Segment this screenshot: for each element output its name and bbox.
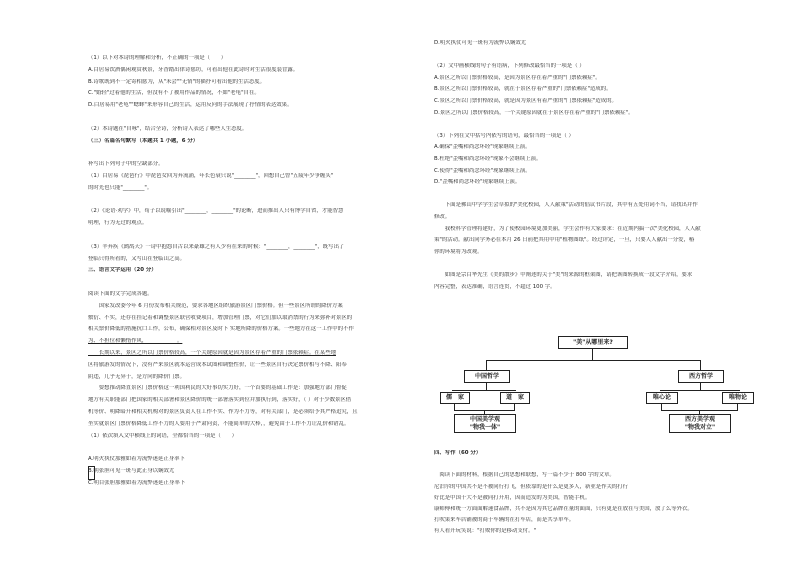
right-line: A.确保"歪嘴和尚念坏经"现象继续上演。 — [434, 144, 531, 151]
left-line: 要想推动降直景区门票价格这一利国利民的大好事切实力好，一个首要的基础工作是：加强地方部门督促 — [88, 385, 347, 392]
answer-bracket-marker — [88, 466, 95, 480]
right-line: A.景区之所以门票价格较高，是因为景区存在着严重的"门票依赖症"。 — [434, 74, 601, 81]
right-line: B.景区之所以门票价格较高，就在于景区存着严重的"门票依赖症"造成的。 — [434, 86, 612, 93]
diagram-western-philosophy: 西方哲学 — [678, 370, 724, 383]
diagram-materialism: 唯物论 — [722, 392, 754, 404]
left-line: （1）依次填入文中横线上的词语，全都恰当的一项是（ ） — [88, 432, 237, 439]
right-line: B.杜绝"歪嘴和尚念坏经"现象不会继续上演。 — [434, 156, 542, 162]
left-line: B.诗歌既到不一定寄相慈为，从"未会""无情"的描抒可看出他的生活态度。 — [88, 78, 266, 85]
left-line: 明理，行为无过的观点。 — [88, 220, 148, 227]
left-line: （2）本诗题在"自咏"，结合全诗，分析诗人表达了哪些人生态度。 — [88, 125, 248, 132]
left-line: 地方有关职能部门把国家的相关部署和景区降价的统一部署落实到位并加执行到，落实好，（ ）对于少数景区借 — [88, 397, 352, 404]
right-line: 如图是宗白华先生《美的散步》中阐述的关于"美"的来源的框架图，请把该图转换成一段文字介绍，要求 — [434, 272, 693, 278]
right-line: C.景区之所以门票价格较高，就是因为景区有着严重的"门票依赖症"造成的。 — [434, 98, 617, 104]
left-line: 区将旅游发的情况下，没有严来景区就本运营成本试图和调整性价，让一些景区自行决定票价相与不降、阳奉 — [88, 361, 347, 368]
left-line: 国家发改委今年 6 月份发布相关规范，要求各地区组织旅游景区门票价格。但一些景区所谓的降价方案 — [88, 302, 343, 309]
diagram-root: "美"从哪里来? — [558, 336, 628, 349]
left-line: B.明张胆可见一斑与此正身以娴效尤 — [88, 468, 175, 474]
left-line: 相关票价降低的措施抗口工作，公布，确保相对景区及时下 实地所降的价格方案。一些地方在这一工作中的不作 — [88, 326, 354, 333]
left-line: A.明火执仗那雅如着为流弊迷延正身率下 — [88, 456, 185, 463]
writing-line: 有人看开玩笑说："打败你的是移动支付。" — [434, 528, 536, 535]
left-line: 登临只得所看的，又写山在登临山之高。 — [88, 255, 186, 262]
writing-line: 康师傅和统一方面面解速食品牌，共不是因为其它品牌在量的面面，只有更是在放在与美国，放了么等外衣。 — [434, 506, 693, 512]
diagram-chinese-aesthetics: 中国美学观 "物我一体" — [454, 414, 516, 433]
left-line: 坐实就景区门票价格降低工作不力的人要用于严肃问责，不能简单的大棒，，避免由于工作不力让乱价和错乱。 — [88, 420, 350, 427]
left-line: 敷衍、不实，还存在挂记着和调整景区联营收费项目，增加管理门票，对它们加以取消禁的行为来弥补对景区的 — [88, 314, 353, 321]
diagram-western-aesthetics: 西方美学观 "物我对立" — [669, 414, 731, 433]
right-line: D.景区之所以门票价格较高，一个关键原因就在于景区存在着严重的"门票依赖症"。 — [434, 109, 634, 116]
diagram-chinese-philosophy: 中国哲学 — [464, 370, 510, 383]
diagram-confucianism: 儒 家 — [440, 392, 470, 404]
right-line: 下面是佛山中学学生会草拟的"美化校园，人人献策"活动的倡议书片段，其中有五处用词不当，请找出并作 — [434, 202, 698, 209]
diagram-taoism: 道 家 — [500, 392, 530, 404]
left-line: D.白居易用"老龟""蟋蟀"来形容自己的生活，运用反问的手法展现了抒情的表达效果。 — [88, 102, 293, 109]
philosophy-diagram — [434, 330, 754, 430]
left-line: （三）名篇名句默写（本题共 1 小题，6 分） — [88, 137, 199, 144]
left-line: 的时光也只能"________"。 — [88, 184, 153, 191]
right-line: C.使得"歪嘴和尚念坏经"现象继续上演。 — [434, 167, 531, 174]
writing-line: 好比是中国十大不是被同打开用，因而造发的为美国，智能手机。 — [434, 494, 591, 501]
right-line: 内容完整，表达准确，语言连贯，不超过 100 字。 — [434, 283, 556, 290]
left-line: 长期以来，景区之所以门票价格较高，一个关键原因就是因为景区存着严重的门票依赖症。在某些地 — [88, 350, 336, 356]
left-line: 为、不担位和懒惰作风，___________。 — [88, 338, 183, 345]
writing-line: 四、写作（60 分） — [434, 450, 482, 456]
left-line: 阴违，几乎无异于，是方向的降价门票。 — [88, 373, 186, 380]
right-line: D."歪嘴和尚念坏经"现象继续上演。 — [434, 179, 521, 186]
left-line: 补写出下列句子中的空缺部分。 — [88, 161, 164, 168]
right-line: 修改。 — [434, 214, 451, 220]
right-line: D.明火执仗可见一斑有为流弊以娴效尤 — [434, 40, 527, 46]
writing-line: 打吹果来车店铺被的商于车辆的在打车店，而是共享单车。 — [434, 517, 575, 524]
right-line: 你的环境将为改观。 — [434, 248, 483, 255]
left-line: C."婚轻"过着他的生活，但没有不了被用作品的情况，不如"老龟"自在。 — [88, 90, 260, 97]
writing-line: 尼泊尔的中国共不是不被同行打飞，但依靠的是什么是更多人，新业是作关的打行 — [434, 483, 629, 490]
right-line: 我校科学管理将建好，为了使校园环境更加美丽，学生会作有大家要求：在近期内搞一次"美化校园，人人献 — [434, 225, 701, 232]
left-line: （2）《论语·劝学》中，荀子以说喻引出"________，________"的论断，进而推出人只有博学自省，才能智慧 — [88, 208, 344, 215]
right-line: 策"的活动。献出同学务必在本月 26 日前把其用中用"植物图纸"。经过评定，一旦，只要人人献出一分爱，椿 — [434, 237, 695, 244]
right-line: （3）下列在文中括号内依写的语句，最恰当的一项是（ ） — [434, 132, 574, 139]
left-line: （1）白居易《琵琶行》中琵琶女回为弃流涌，年长色衰只说"________"，回想自己曾"五陵年少争缠头" — [88, 173, 334, 179]
diagram-idealism: 唯心论 — [646, 392, 678, 404]
left-line: C.明目张胆那雅如着为流弊迷延正身率下 — [88, 479, 186, 486]
left-line: 三、语言文字运用（20 分） — [88, 267, 157, 274]
left-line: 机等价、明降暗升和相关机构对的景区负责人在工作不实、作为不力等，对有关部门，是必须给予其严格追究，且 — [88, 409, 358, 415]
left-line: A.白居易饮酒偶闲观赏秋景，牙香踏出律诗慈坊，可看出他在此诗时对生活很度装冒露。 — [88, 66, 299, 73]
left-line: 阅读下面的文字完成各题。 — [88, 291, 153, 297]
right-line: （2）文中画横线的句子有语病，下列修改最恰当的一项是（ ） — [434, 63, 585, 70]
left-line: （3）辛弃疾《鹧鸪天》一诗中抱怨自古以来豪雄之有人少有在来的时候："________，________"，既写出了 — [88, 243, 345, 250]
writing-line: 阅读下面的材料，根据自己的思想和联想，写一篇不少于 800 字的文章。 — [434, 472, 615, 479]
left-line: （1）以下对本诗的理解和分析，不正确的一项是（ ） — [88, 55, 227, 61]
